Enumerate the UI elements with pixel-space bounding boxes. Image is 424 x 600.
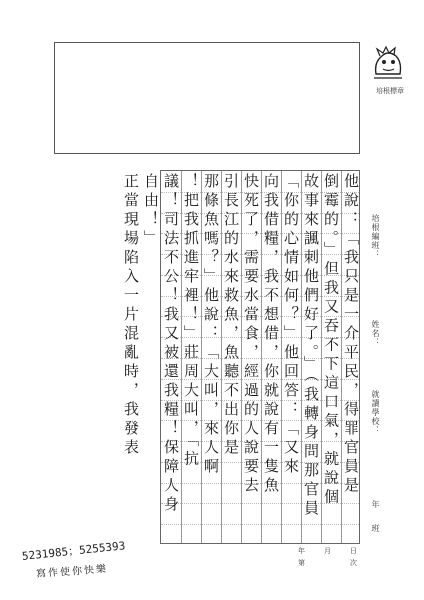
teacher-comment-box [54, 42, 360, 154]
writing-grid [122, 170, 360, 544]
essay-column: ！把我抓進牢裡！」莊周大叫，「抗 [182, 173, 200, 470]
footer-page: 第 [298, 559, 305, 567]
essay-column: 倒霉的。」但我又吞不下這口氣，就說個 [322, 173, 340, 508]
essay-column: 故事來諷刺他們好了。」（我轉身問那官員 [302, 173, 320, 519]
class-number-label: 班 [371, 524, 380, 533]
essay-column: 正當現場陷入一片混亂時，我發表 [122, 173, 140, 458]
essay-column: 向我借糧，我不想借，你就說有一隻魚 [262, 173, 280, 496]
slogan: 寫作使你快樂 [35, 563, 109, 580]
essay-column: 快死了，需要水當食，經過的人說要去 [242, 173, 260, 496]
phone-numbers: 5231985；5255393 [21, 539, 126, 563]
footer-year: 年 [298, 547, 305, 555]
mascot-icon [368, 44, 408, 84]
class-label: 培根編班： [371, 214, 380, 259]
essay-column: 那條魚嗎？」他說：「大叫，來人啊 [202, 173, 220, 477]
footer-month: 月 [324, 547, 331, 555]
footer-day: 日 [350, 547, 357, 555]
essay-column: 「你的心情如何？」他回答：「又來 [282, 173, 300, 477]
name-label: 姓名： [371, 320, 380, 347]
year-label: 年 [371, 500, 380, 509]
essay-column: 議！司法不公！我又被還我糧！保障人身 [162, 173, 180, 515]
essay-column: 引長江的水來救魚，魚聽不出你是 [222, 173, 240, 458]
footer-times: 次 [350, 559, 357, 567]
stamp-label: 培根標章 [376, 87, 404, 95]
essay-column: 他說：「我只是一介平民，得罪官員是 [342, 173, 360, 496]
essay-column: 自由！」 [142, 173, 160, 249]
school-label: 就讀學校： [371, 390, 380, 435]
